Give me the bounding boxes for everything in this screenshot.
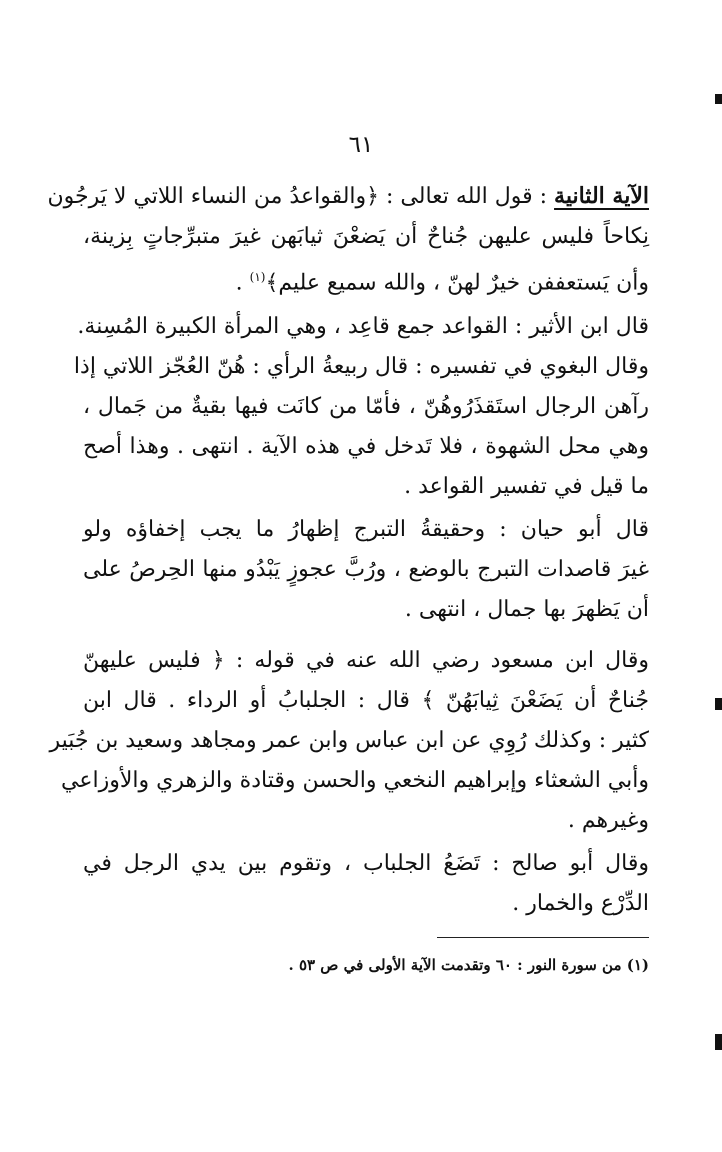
ayah-line-end: . [235, 270, 250, 296]
text-line: الدِّرْع والخمار . [512, 891, 649, 916]
text-line: وقال ابن مسعود رضي الله عنه في قوله : ﴿ فليس عليهنّ [83, 648, 649, 673]
text-line: كثير : وكذلك رُوِي عن ابن عباس وابن عمر ومجاهد وسعيد بن جُبَير [49, 728, 649, 753]
text-line: قال ابن الأثير : القواعد جمع قاعِد ، وهي المرأة الكبيرة المُسِنة. [77, 314, 649, 339]
ayah-line: نِكاحاً فليس عليهن جُناحٌ أن يَضعْنَ ثيابَهن غيرَ متبرِّجاتٍ بِزينة، [83, 224, 649, 249]
text-line: ما قيل في تفسير القواعد . [404, 474, 649, 499]
footnote: (١) من سورة النور : ٦٠ وتقدمت الآية الأولى في ص ٥٣ . [288, 956, 649, 974]
paragraph-ibn-masud [49, 641, 649, 841]
scan-edge-mark [715, 698, 722, 710]
paragraph-abu-hayyan [83, 510, 649, 630]
ayah-last-line [83, 257, 649, 303]
scan-edge-mark [715, 1034, 722, 1050]
scan-edge-mark [715, 94, 722, 104]
text-line: أن يَظهرَ بها جمال ، انتهى . [404, 597, 649, 622]
text-line: رآهن الرجال استَقذَرُوهُنّ ، فأمّا من كانَت فيها بقيةٌ من جَمال ، [83, 394, 649, 419]
text-line: قال أبو حيان : وحقيقةُ التبرج إظهارُ ما يجب إخفاؤه ولو [83, 517, 649, 542]
paragraph-abu-salih [83, 844, 649, 924]
text-line: غيرَ قاصدات التبرج بالوضع ، ورُبَّ عجوزٍ يَبْدُو منها الحِرصُ على [83, 557, 649, 582]
ayah-intro-line [47, 176, 649, 217]
text-line: وهي محل الشهوة ، فلا تَدخل في هذه الآية . انتهى . وهذا أصح [83, 434, 649, 459]
ayah-label: الآية الثانية [554, 183, 649, 209]
footnote-divider [437, 937, 649, 938]
text-line: وغيرهم . [567, 808, 649, 833]
ayah-intro-text: : قول الله تعالى : ﴿والقواعدُ من النساء اللاتي لا يَرجُون [47, 184, 555, 209]
paragraph-ibn-athir [73, 307, 649, 507]
text-line: وقال أبو صالح : تَضَعُ الجلباب ، وتقوم بين يدي الرجل في [83, 851, 649, 876]
text-line: وقال البغوي في تفسيره : قال ربيعةُ الرأي : هُنّ العُجّز اللاتي إذا [73, 354, 649, 379]
text-line: جُناحٌ أن يَضَعْنَ ثِيابَهُنّ ﴾ قال : الجلبابُ أو الرداء . قال ابن [83, 688, 649, 713]
footnote-reference: (١) [249, 270, 266, 284]
text-line: وأبي الشعثاء وإبراهيم النخعي والحسن وقتادة والزهري والأوزاعي [61, 768, 649, 793]
paragraph-ayah [47, 176, 649, 303]
ayah-line: وأن يَستعففن خيرٌ لهنّ ، والله سميع عليم﴾ [265, 270, 649, 296]
page-number: ٦١ [348, 132, 374, 158]
